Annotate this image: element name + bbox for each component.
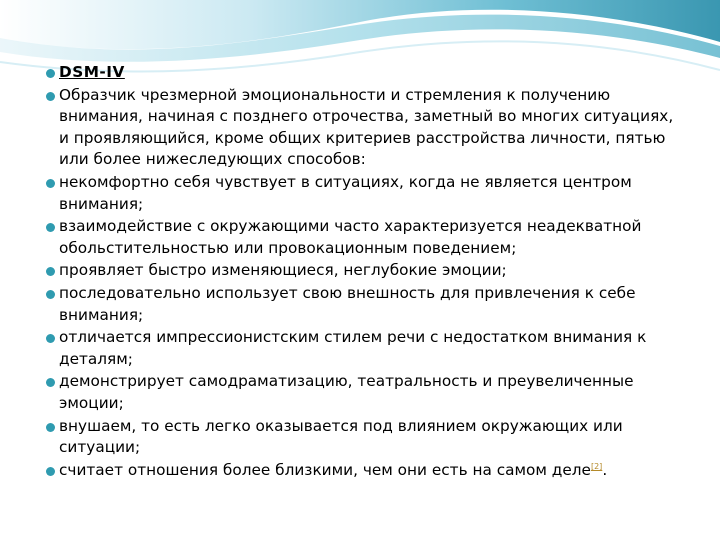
bullet-item xyxy=(46,260,682,282)
content-area xyxy=(46,62,682,482)
bullet-text: проявляет быстро изменяющиеся, неглубокие эмоции; xyxy=(59,261,507,280)
bullet-item xyxy=(46,460,682,482)
bullet-dot-icon xyxy=(46,467,55,476)
bullet-list xyxy=(46,62,682,481)
bullet-text: отличается импрессионистским стилем речи с недостатком внимания к деталям; xyxy=(59,328,647,368)
bullet-item xyxy=(46,416,682,459)
bullet-item xyxy=(46,85,682,171)
bullet-text: демонстрирует самодраматизацию, театральность и преувеличенные эмоции; xyxy=(59,372,634,412)
bullet-item xyxy=(46,371,682,414)
bullet-dot-icon xyxy=(46,378,55,387)
bullet-dot-icon xyxy=(46,423,55,432)
bullet-item xyxy=(46,216,682,259)
bullet-dot-icon xyxy=(46,69,55,78)
bullet-item xyxy=(46,283,682,326)
bullet-text: внушаем, то есть легко оказывается под влиянием окружающих или ситуации; xyxy=(59,416,623,457)
bullet-item xyxy=(46,172,682,215)
reference-link[interactable]: [2] xyxy=(590,461,603,471)
bullet-text: Образчик чрезмерной эмоциональности и стремления к получению внимания, начиная с позднего отрочества, заметный во многих ситуациях, и проявляющийся, кроме общих критериев расстройства личности, пятью или более нижеследующих способов: xyxy=(59,85,674,169)
bullet-dot-icon xyxy=(46,92,55,101)
bullet-text: считает отношения более близкими, чем они есть на самом деле xyxy=(59,460,591,479)
bullet-text: некомфортно себя чувствует в ситуациях, когда не является центром внимания; xyxy=(59,172,632,213)
heading-text: DSM-IV xyxy=(59,63,125,81)
bullet-heading xyxy=(46,62,682,84)
bullet-dot-icon xyxy=(46,290,55,299)
bullet-dot-icon xyxy=(46,267,55,276)
bullet-suffix: . xyxy=(602,460,608,479)
bullet-dot-icon xyxy=(46,334,55,343)
bullet-item xyxy=(46,327,682,370)
bullet-dot-icon xyxy=(46,223,55,232)
bullet-text: взаимодействие с окружающими часто характеризуется неадекватной обольстительностью или провокационным поведением; xyxy=(59,217,642,257)
bullet-text: последовательно использует свою внешность для привлечения к себе внимания; xyxy=(59,283,636,324)
bullet-dot-icon xyxy=(46,179,55,188)
